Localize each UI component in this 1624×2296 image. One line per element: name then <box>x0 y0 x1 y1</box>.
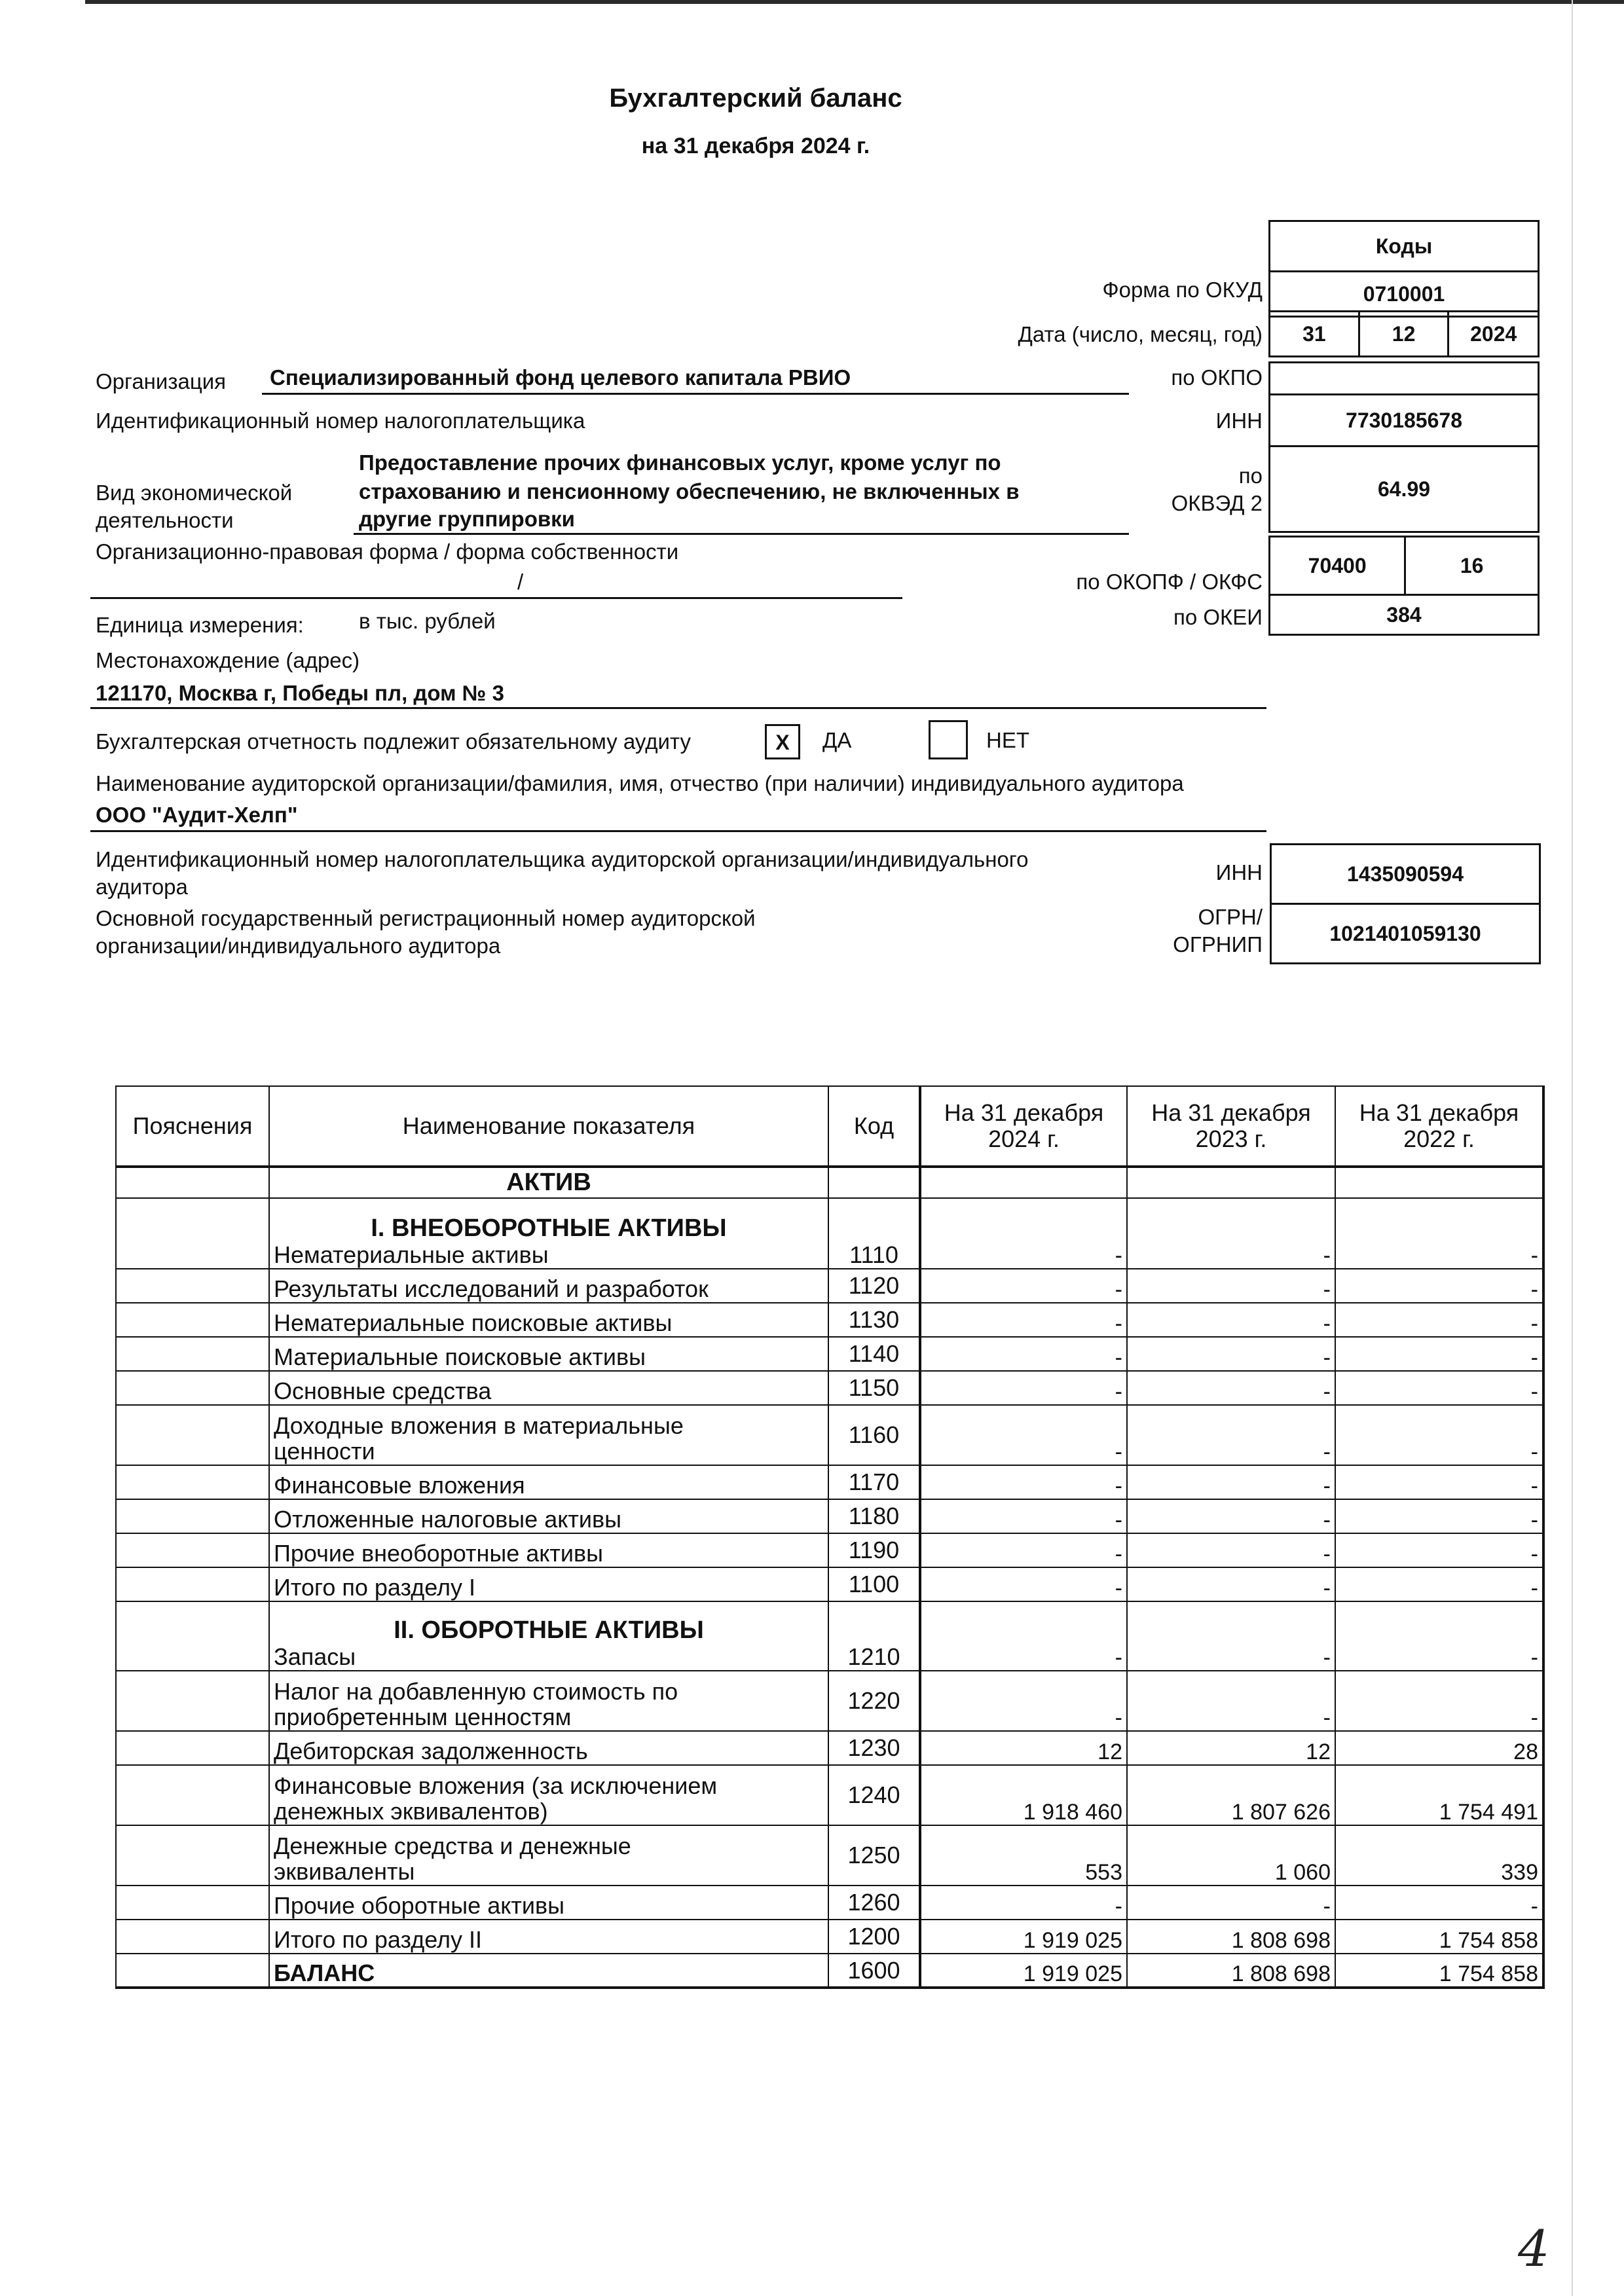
row-notes <box>116 1954 269 1988</box>
row-name-line-1: Финансовые вложения (за исключением <box>274 1772 718 1799</box>
row-value-2024: - <box>920 1198 1127 1269</box>
table-row <box>116 1533 1543 1567</box>
row-value-2024: 553 <box>920 1825 1127 1886</box>
row-name <box>269 1920 828 1954</box>
row-value-2023: - <box>1127 1533 1335 1567</box>
row-value-2022: 28 <box>1335 1731 1543 1765</box>
row-value-2022: - <box>1335 1601 1543 1671</box>
audit-question: Бухгалтерская отчетность подлежит обязательному аудиту <box>96 729 691 754</box>
row-value-2024: 12 <box>920 1731 1127 1765</box>
scan-edge-top <box>85 0 1624 4</box>
document-title: Бухгалтерский баланс <box>609 84 902 113</box>
row-name <box>269 1303 828 1337</box>
table-row <box>116 1465 1543 1499</box>
activity-line-1: Предоставление прочих финансовых услуг, кроме услуг по <box>359 450 1001 475</box>
table-row <box>116 1198 1543 1269</box>
table-row <box>116 1731 1543 1765</box>
legal-form-underline <box>90 597 902 599</box>
row-name-line-1: Налог на добавленную стоимость по <box>274 1677 678 1705</box>
row-code: 1170 <box>828 1465 920 1499</box>
row-value-2023: 1 060 <box>1127 1825 1335 1886</box>
row-value-2024: 1 919 025 <box>920 1920 1127 1954</box>
ogrn-code-label-2: ОГРНИП <box>1173 932 1263 957</box>
row-notes <box>116 1405 269 1465</box>
row-value-2024: - <box>920 1337 1127 1371</box>
row-value-2023: - <box>1127 1337 1335 1371</box>
row-name-line-1: Нематериальные поисковые активы <box>274 1309 673 1337</box>
row-value-2024: - <box>920 1405 1127 1465</box>
table-body <box>116 1167 1543 1988</box>
row-value-2022: - <box>1335 1405 1543 1465</box>
row-name-line-1: Дебиторская задолженность <box>274 1738 588 1765</box>
table-row <box>116 1825 1543 1886</box>
row-name <box>269 1886 828 1920</box>
row-value-2023: - <box>1127 1886 1335 1920</box>
ogrn-value: 1021401059130 <box>1271 904 1540 964</box>
table-row <box>116 1920 1543 1954</box>
row-value-2023: - <box>1127 1601 1335 1671</box>
row-notes <box>116 1671 269 1731</box>
okved-label-2: ОКВЭД 2 <box>1171 491 1263 515</box>
table-row <box>116 1954 1543 1988</box>
row-name-line-1: Денежные средства и денежные <box>274 1832 631 1859</box>
activity-line-2: страхованию и пенсионному обеспечению, не включенных в <box>359 479 1020 503</box>
row-code: 1250 <box>828 1825 920 1886</box>
auditor-underline <box>90 830 1266 832</box>
date-label: Дата (число, месяц, год) <box>1018 322 1263 346</box>
row-code: 1180 <box>828 1499 920 1533</box>
row-value-2023: - <box>1127 1567 1335 1601</box>
header-name: Наименование показателя <box>269 1086 828 1167</box>
auditor-name: ООО "Аудит-Хелп" <box>96 803 298 827</box>
row-value-2022: - <box>1335 1371 1543 1405</box>
row-value-2023: - <box>1127 1198 1335 1269</box>
row-value-2023 <box>1127 1167 1335 1198</box>
auditor-codes-box <box>1270 843 1541 964</box>
row-code: 1150 <box>828 1371 920 1405</box>
row-name-line-2: ценности <box>274 1438 375 1465</box>
table-row <box>116 1765 1543 1825</box>
aktiv-heading: АКТИВ <box>269 1167 828 1198</box>
row-value-2022: 1 754 491 <box>1335 1765 1543 1825</box>
row-value-2022: - <box>1335 1465 1543 1499</box>
row-value-2024: - <box>920 1465 1127 1499</box>
codes-header-box <box>1268 220 1540 318</box>
row-name <box>269 1567 828 1601</box>
date-year: 2024 <box>1449 312 1539 357</box>
row-code: 1110 <box>828 1198 920 1269</box>
taxpayer-id-label: Идентификационный номер налогоплательщика <box>96 409 585 433</box>
audit-yes-label: ДА <box>822 728 852 752</box>
row-notes <box>116 1825 269 1886</box>
row-value-2023: - <box>1127 1499 1335 1533</box>
row-name <box>269 1765 828 1825</box>
page-number: 4 <box>1518 2219 1550 2278</box>
row-notes <box>116 1337 269 1371</box>
table-row <box>116 1601 1543 1671</box>
row-name <box>269 1337 828 1371</box>
row-value-2024: - <box>920 1303 1127 1337</box>
row-value-2023: - <box>1127 1671 1335 1731</box>
row-code: 1220 <box>828 1671 920 1731</box>
row-value-2023: 1 808 698 <box>1127 1954 1335 1988</box>
row-name <box>269 1825 828 1886</box>
ogrn-label-1: Основной государственный регистрационный номер аудиторской <box>96 906 756 930</box>
table-row <box>116 1886 1543 1920</box>
address-label: Местонахождение (адрес) <box>96 648 360 672</box>
okpo-box <box>1268 361 1540 533</box>
row-value-2024: - <box>920 1886 1127 1920</box>
row-name <box>269 1671 828 1731</box>
header-2023: На 31 декабря 2023 г. <box>1127 1086 1335 1167</box>
row-notes <box>116 1303 269 1337</box>
org-label: Организация <box>96 369 227 393</box>
inn-code-label: ИНН <box>1215 409 1263 433</box>
row-value-2023: - <box>1127 1303 1335 1337</box>
row-code: 1260 <box>828 1886 920 1920</box>
row-notes <box>116 1465 269 1499</box>
scan-edge-right <box>1572 0 1573 2296</box>
row-code: 1140 <box>828 1337 920 1371</box>
row-notes <box>116 1269 269 1303</box>
row-code: 1100 <box>828 1567 920 1601</box>
section-title: I. ВНЕОБОРОТНЫЕ АКТИВЫ <box>371 1214 727 1242</box>
row-name-line-1: Доходные вложения в материальные <box>274 1412 684 1439</box>
row-value-2022: - <box>1335 1303 1543 1337</box>
row-notes <box>116 1731 269 1765</box>
row-value-2022: 339 <box>1335 1825 1543 1886</box>
row-value-2022: - <box>1335 1499 1543 1533</box>
row-value-2024: - <box>920 1371 1127 1405</box>
okfs-value: 16 <box>1405 537 1539 595</box>
row-name <box>269 1198 828 1269</box>
okpo-label: по ОКПО <box>1171 365 1263 390</box>
row-code: 1160 <box>828 1405 920 1465</box>
date-day: 31 <box>1270 312 1359 357</box>
okopf-value: 70400 <box>1270 537 1405 595</box>
row-value-2023: 1 807 626 <box>1127 1765 1335 1825</box>
row-name-line-1: Итого по разделу II <box>274 1926 483 1954</box>
row-value-2022 <box>1335 1167 1543 1198</box>
org-name: Специализированный фонд целевого капитала РВИО <box>270 365 851 390</box>
okved-value: 64.99 <box>1270 446 1539 532</box>
row-name-line-1: Материальные поисковые активы <box>274 1343 646 1371</box>
row-name-line-1: Нематериальные активы <box>274 1241 549 1269</box>
org-underline <box>262 393 1129 395</box>
date-month: 12 <box>1359 312 1449 357</box>
row-value-2022: - <box>1335 1337 1543 1371</box>
row-name-line-1: Финансовые вложения <box>274 1472 525 1499</box>
row-notes <box>116 1371 269 1405</box>
table-row <box>116 1303 1543 1337</box>
okopf-box <box>1268 536 1540 636</box>
row-name-line-1: Основные средства <box>274 1377 492 1405</box>
row-value-2023: - <box>1127 1465 1335 1499</box>
table-header-row <box>116 1086 1543 1167</box>
row-notes <box>116 1499 269 1533</box>
row-value-2024 <box>920 1167 1127 1198</box>
table-row <box>116 1671 1543 1731</box>
unit-value: в тыс. рублей <box>359 609 496 633</box>
row-value-2022: - <box>1335 1671 1543 1731</box>
header-notes: Пояснения <box>116 1086 269 1167</box>
activity-label-1: Вид экономической <box>96 481 293 505</box>
row-value-2024: - <box>920 1601 1127 1671</box>
row-value-2024: 1 918 460 <box>920 1765 1127 1825</box>
row-notes <box>116 1886 269 1920</box>
row-value-2022: - <box>1335 1567 1543 1601</box>
table-row <box>116 1269 1543 1303</box>
row-code: 1230 <box>828 1731 920 1765</box>
table-row <box>116 1405 1543 1465</box>
unit-label: Единица измерения: <box>96 613 304 637</box>
aktiv-row <box>116 1167 1543 1198</box>
table-row <box>116 1337 1543 1371</box>
legal-form-label: Организационно-правовая форма / форма собственности <box>96 539 679 564</box>
header-2022: На 31 декабря 2022 г. <box>1335 1086 1543 1167</box>
address-value: 121170, Москва г, Победы пл, дом № 3 <box>96 681 504 705</box>
header-2024: На 31 декабря 2024 г. <box>920 1086 1127 1167</box>
auditor-inn-code-label: ИНН <box>1215 860 1263 884</box>
row-name-line-1: Отложенные налоговые активы <box>274 1506 621 1533</box>
row-name <box>269 1465 828 1499</box>
codes-header: Коды <box>1270 221 1539 272</box>
row-name-line-1: Запасы <box>274 1643 356 1671</box>
row-name-line-1: Результаты исследований и разработок <box>274 1275 709 1303</box>
row-value-2023: - <box>1127 1405 1335 1465</box>
row-code: 1210 <box>828 1601 920 1671</box>
auditor-label: Наименование аудиторской организации/фамилия, имя, отчество (при наличии) индивидуального аудитора <box>96 771 1184 795</box>
audit-yes-checkbox[interactable]: X <box>765 724 800 759</box>
row-value-2022: 1 754 858 <box>1335 1954 1543 1988</box>
row-name <box>269 1533 828 1567</box>
row-name <box>269 1371 828 1405</box>
row-name-line-2: приобретенным ценностям <box>274 1704 572 1731</box>
row-notes <box>116 1601 269 1671</box>
row-name <box>269 1499 828 1533</box>
row-value-2024: - <box>920 1533 1127 1567</box>
okopf-label: по ОКОПФ / ОКФС <box>1076 570 1263 594</box>
okei-value: 384 <box>1270 595 1539 635</box>
row-name-line-1: Прочие оборотные активы <box>274 1892 564 1920</box>
row-value-2023: - <box>1127 1269 1335 1303</box>
activity-label-2: деятельности <box>96 508 234 532</box>
okud-value: 0710001 <box>1270 272 1539 317</box>
auditor-inn-value: 1435090594 <box>1271 845 1540 904</box>
row-value-2022: - <box>1335 1886 1543 1920</box>
row-value-2023: 1 808 698 <box>1127 1920 1335 1954</box>
document-date: на 31 декабря 2024 г. <box>641 134 870 158</box>
ogrn-code-label-1: ОГРН/ <box>1198 905 1263 929</box>
row-notes <box>116 1167 269 1198</box>
row-name-line-2: денежных эквивалентов) <box>274 1798 548 1825</box>
header-code: Код <box>828 1086 920 1167</box>
balance-table <box>115 1085 1545 1989</box>
table-row <box>116 1371 1543 1405</box>
row-value-2022: - <box>1335 1533 1543 1567</box>
row-code: 1190 <box>828 1533 920 1567</box>
address-underline <box>90 707 1266 709</box>
row-code: 1120 <box>828 1269 920 1303</box>
row-code: 1200 <box>828 1920 920 1954</box>
row-code <box>828 1167 920 1198</box>
row-notes <box>116 1920 269 1954</box>
row-code: 1600 <box>828 1954 920 1988</box>
audit-no-checkbox[interactable] <box>929 720 968 759</box>
table-row <box>116 1499 1543 1533</box>
row-code: 1130 <box>828 1303 920 1337</box>
row-notes <box>116 1533 269 1567</box>
audit-no-label: НЕТ <box>986 728 1029 752</box>
okved-label-1: по <box>1238 464 1263 488</box>
inn-value: 7730185678 <box>1270 395 1539 446</box>
date-code-box <box>1268 310 1540 357</box>
okud-label: Форма по ОКУД <box>1102 278 1263 302</box>
row-name-line-1: Итого по разделу I <box>274 1574 476 1601</box>
row-value-2023: 12 <box>1127 1731 1335 1765</box>
row-value-2022: - <box>1335 1269 1543 1303</box>
row-notes <box>116 1567 269 1601</box>
ogrn-label-2: организации/индивидуального аудитора <box>96 934 501 958</box>
table-row <box>116 1567 1543 1601</box>
row-value-2024: - <box>920 1567 1127 1601</box>
row-value-2022: - <box>1335 1198 1543 1269</box>
row-notes <box>116 1198 269 1269</box>
row-code: 1240 <box>828 1765 920 1825</box>
okei-label: по ОКЕИ <box>1173 605 1263 629</box>
section-title: II. ОБОРОТНЫЕ АКТИВЫ <box>394 1616 704 1644</box>
row-name <box>269 1405 828 1465</box>
row-value-2024: - <box>920 1269 1127 1303</box>
row-value-2023: - <box>1127 1371 1335 1405</box>
row-notes <box>116 1765 269 1825</box>
row-name-line-2: эквиваленты <box>274 1858 415 1886</box>
activity-line-3: другие группировки <box>359 507 575 531</box>
okpo-value <box>1270 363 1539 395</box>
activity-underline <box>354 533 1129 535</box>
row-name-line-1: Прочие внеоборотные активы <box>274 1540 603 1567</box>
row-value-2024: 1 919 025 <box>920 1954 1127 1988</box>
row-value-2024: - <box>920 1499 1127 1533</box>
row-name-line-1: БАЛАНС <box>274 1959 375 1987</box>
auditor-inn-label-2: аудитора <box>96 875 188 899</box>
row-name <box>269 1601 828 1671</box>
auditor-inn-label-1: Идентификационный номер налогоплательщика аудиторской организации/индивидуального <box>96 847 1029 871</box>
row-value-2024: - <box>920 1671 1127 1731</box>
row-value-2022: 1 754 858 <box>1335 1920 1543 1954</box>
row-name <box>269 1269 828 1303</box>
row-name <box>269 1731 828 1765</box>
legal-form-value: / <box>517 570 524 594</box>
row-name <box>269 1954 828 1988</box>
